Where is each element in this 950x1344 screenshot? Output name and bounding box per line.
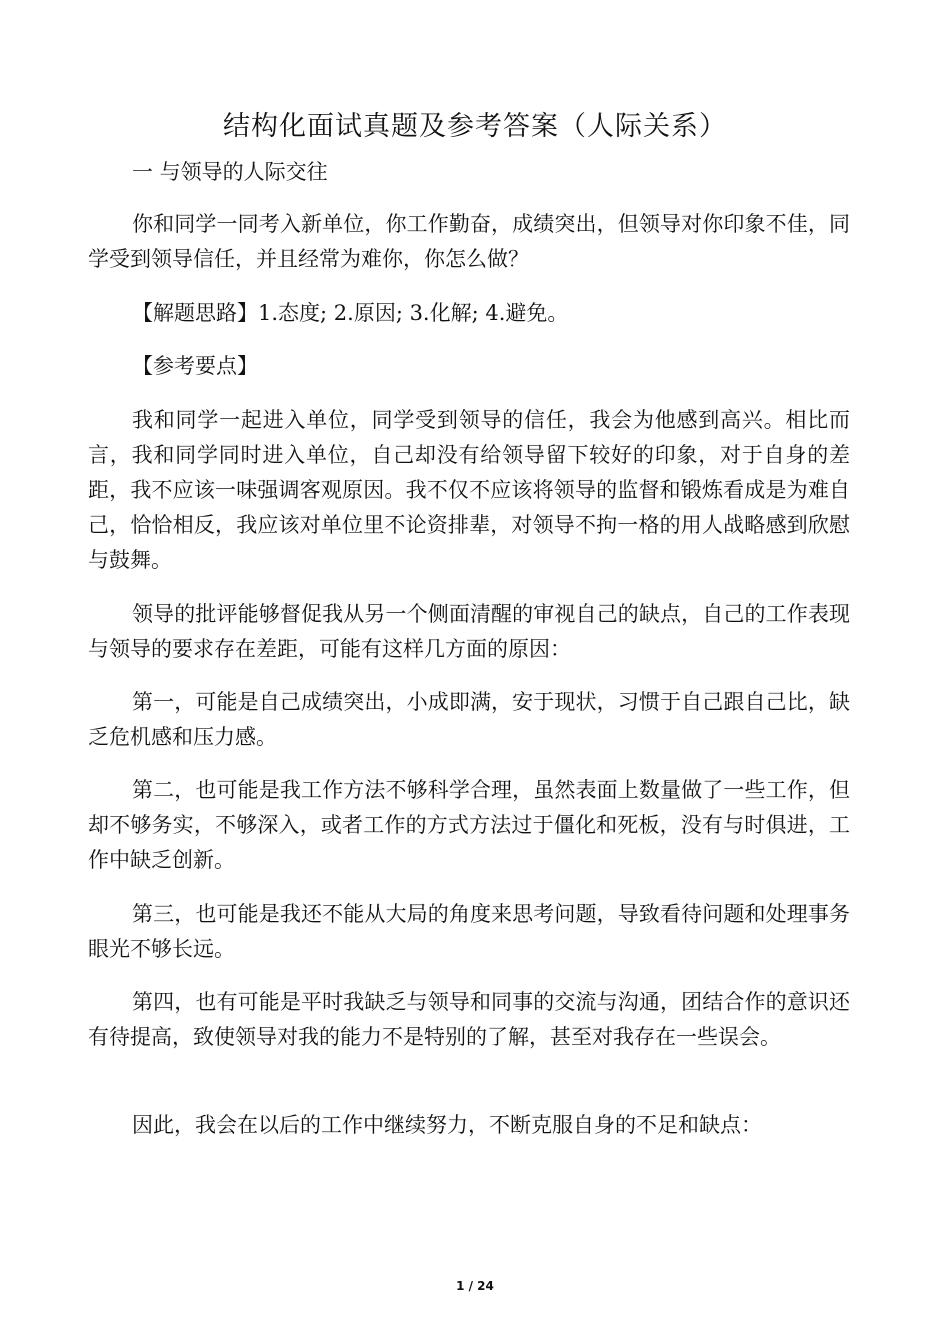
- reason-first: 第一，可能是自己成绩突出，小成即满，安于现状，习惯于自己跟自己比，缺乏危机感和压力感。: [88, 690, 850, 749]
- reason-third: 第三，也可能是我还不能从大局的角度来思考问题，导致看待问题和处理事务眼光不够长远。: [88, 902, 850, 961]
- page-number: 1 / 24: [456, 1279, 494, 1293]
- reason-fourth: 第四，也有可能是平时我缺乏与领导和同事的交流与沟通，团结合作的意识还有待提高，致使领导对我的能力不是特别的了解，甚至对我存在一些误会。: [88, 990, 850, 1049]
- question-paragraph: 你和同学一同考入新单位，你工作勤奋，成绩突出，但领导对你印象不佳，同学受到领导信任，并且经常为难你，你怎么做？: [88, 212, 850, 271]
- reason-second: 第二，也可能是我工作方法不够科学合理，虽然表面上数量做了一些工作，但却不够务实，不够深入，或者工作的方式方法过于僵化和死板，没有与时俱进，工作中缺乏创新。: [88, 778, 850, 872]
- section-heading: 一 与领导的人际交往: [132, 160, 328, 184]
- answer-paragraph-2: 领导的批评能够督促我从另一个侧面清醒的审视自己的缺点，自己的工作表现与领导的要求存在差距，可能有这样几方面的原因：: [88, 602, 850, 661]
- conclusion-paragraph: 因此，我会在以后的工作中继续努力，不断克服自身的不足和缺点：: [132, 1113, 762, 1137]
- document-title: 结构化面试真题及参考答案（人际关系）: [223, 111, 727, 142]
- solution-approach: 【解题思路】1.态度; 2.原因; 3.化解; 4.避免。: [132, 301, 569, 325]
- reference-points-label: 【参考要点】: [132, 354, 258, 378]
- answer-paragraph-1: 我和同学一起进入单位，同学受到领导的信任，我会为他感到高兴。相比而言，我和同学同时进入单位，自己却没有给领导留下较好的印象，对于自身的差距，我不应该一味强调客观原因。我不仅不应该将领导的监督和锻炼看成是为难自己，恰恰相反，我应该对单位里不论资排辈，对领导不拘一格的用人战略感到欣慰与鼓舞。: [88, 408, 850, 572]
